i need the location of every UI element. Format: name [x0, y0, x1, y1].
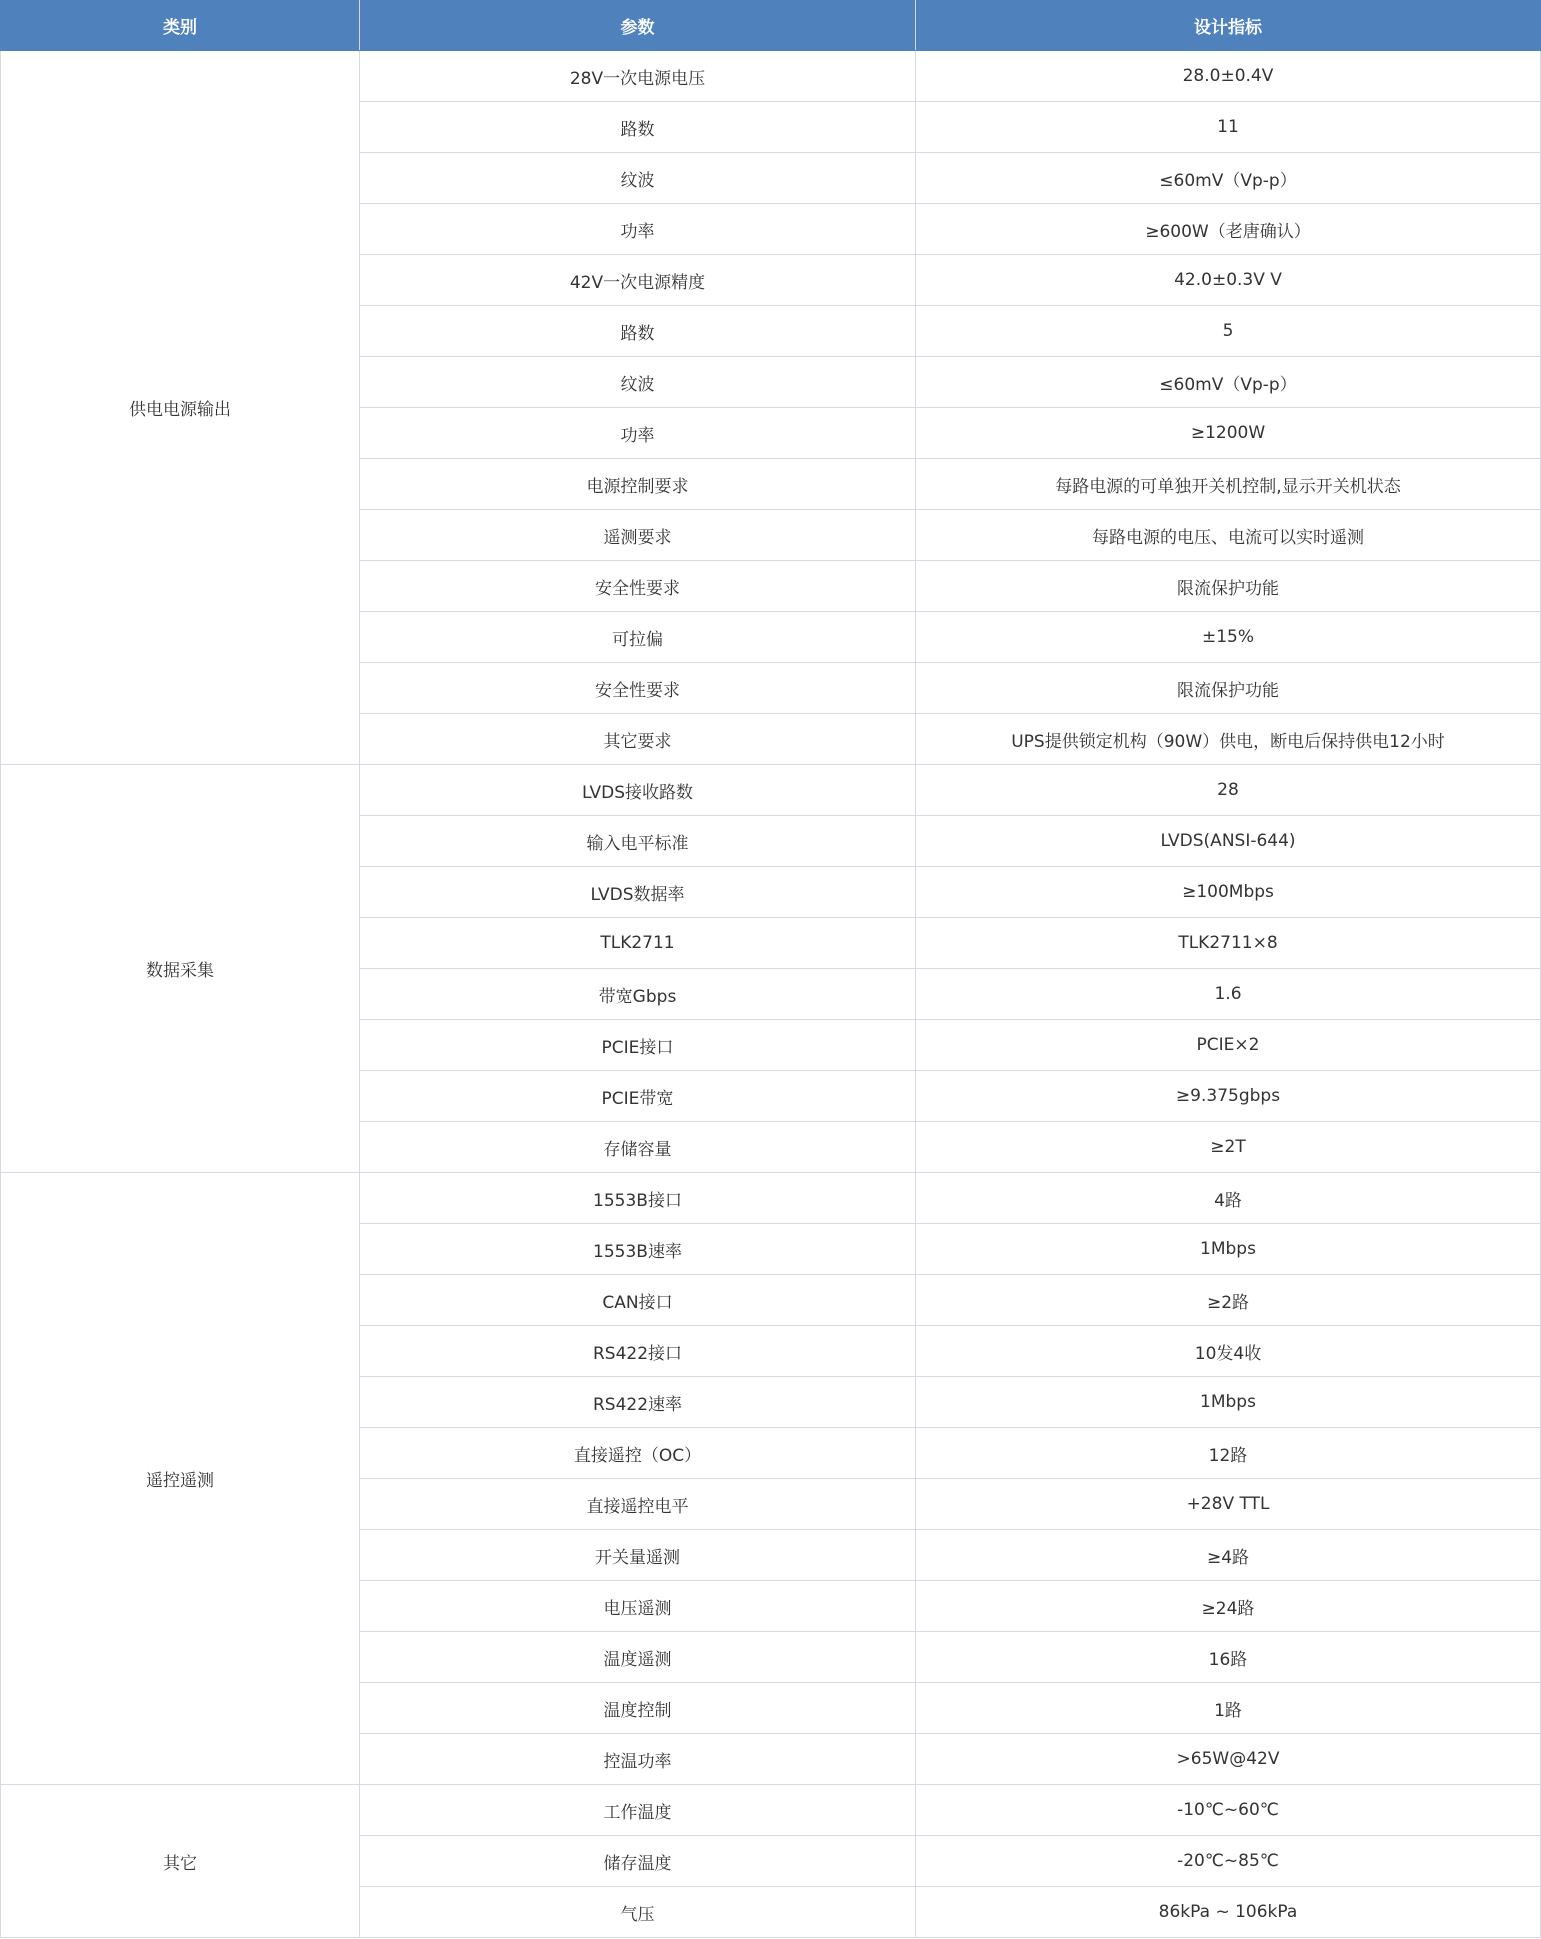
parameter-cell: TLK2711	[360, 918, 916, 969]
parameter-cell: 电压遥测	[360, 1581, 916, 1632]
spec-cell: ≥1200W	[916, 408, 1541, 459]
spec-cell: 1Mbps	[916, 1224, 1541, 1275]
spec-cell: 1路	[916, 1683, 1541, 1734]
parameter-cell: RS422速率	[360, 1377, 916, 1428]
header-category: 类别	[1, 1, 360, 51]
parameter-cell: 可拉偏	[360, 612, 916, 663]
spec-cell: ≤60mV（Vp-p）	[916, 357, 1541, 408]
spec-cell: PCIE×2	[916, 1020, 1541, 1071]
spec-cell: 28	[916, 765, 1541, 816]
spec-cell: 86kPa ~ 106kPa	[916, 1887, 1541, 1938]
parameter-cell: 路数	[360, 102, 916, 153]
parameter-cell: 1553B速率	[360, 1224, 916, 1275]
table-row	[1, 51, 1541, 102]
spec-cell: TLK2711×8	[916, 918, 1541, 969]
spec-cell: ≥2T	[916, 1122, 1541, 1173]
spec-cell: 每路电源的电压、电流可以实时遥测	[916, 510, 1541, 561]
spec-cell: ≥2路	[916, 1275, 1541, 1326]
category-cell: 供电电源输出	[1, 51, 360, 765]
parameter-cell: LVDS数据率	[360, 867, 916, 918]
parameter-cell: 1553B接口	[360, 1173, 916, 1224]
spec-cell: +28V TTL	[916, 1479, 1541, 1530]
parameter-cell: 安全性要求	[360, 561, 916, 612]
header-spec: 设计指标	[916, 1, 1541, 51]
parameter-cell: 功率	[360, 408, 916, 459]
parameter-cell: 其它要求	[360, 714, 916, 765]
parameter-cell: 气压	[360, 1887, 916, 1938]
parameter-cell: 输入电平标准	[360, 816, 916, 867]
parameter-cell: 控温功率	[360, 1734, 916, 1785]
parameter-cell: 温度控制	[360, 1683, 916, 1734]
parameter-cell: LVDS接收路数	[360, 765, 916, 816]
spec-cell: UPS提供锁定机构（90W）供电，断电后保持供电12小时	[916, 714, 1541, 765]
table-row	[1, 1173, 1541, 1224]
parameter-cell: 28V一次电源电压	[360, 51, 916, 102]
parameter-cell: 安全性要求	[360, 663, 916, 714]
spec-cell: ≥100Mbps	[916, 867, 1541, 918]
table-row	[1, 1785, 1541, 1836]
spec-cell: ≥9.375gbps	[916, 1071, 1541, 1122]
spec-cell: -20℃~85℃	[916, 1836, 1541, 1887]
parameter-cell: 温度遥测	[360, 1632, 916, 1683]
parameter-cell: 开关量遥测	[360, 1530, 916, 1581]
spec-cell: 1Mbps	[916, 1377, 1541, 1428]
category-cell: 数据采集	[1, 765, 360, 1173]
spec-cell: >65W@42V	[916, 1734, 1541, 1785]
parameter-cell: 路数	[360, 306, 916, 357]
spec-cell: 4路	[916, 1173, 1541, 1224]
spec-cell: 12路	[916, 1428, 1541, 1479]
spec-cell: ≤60mV（Vp-p）	[916, 153, 1541, 204]
parameter-cell: 存储容量	[360, 1122, 916, 1173]
parameter-cell: 功率	[360, 204, 916, 255]
parameter-cell: 储存温度	[360, 1836, 916, 1887]
header-parameter: 参数	[360, 1, 916, 51]
spec-cell: 42.0±0.3V V	[916, 255, 1541, 306]
parameter-cell: 直接遥控电平	[360, 1479, 916, 1530]
spec-cell: 每路电源的可单独开关机控制,显示开关机状态	[916, 459, 1541, 510]
parameter-cell: 带宽Gbps	[360, 969, 916, 1020]
parameter-cell: 42V一次电源精度	[360, 255, 916, 306]
table-row	[1, 765, 1541, 816]
parameter-cell: 直接遥控（OC）	[360, 1428, 916, 1479]
spec-cell: 11	[916, 102, 1541, 153]
category-cell: 遥控遥测	[1, 1173, 360, 1785]
parameter-cell: 工作温度	[360, 1785, 916, 1836]
header-row	[1, 1, 1541, 51]
spec-cell: LVDS(ANSI-644)	[916, 816, 1541, 867]
spec-cell: ≥4路	[916, 1530, 1541, 1581]
spec-cell: ≥24路	[916, 1581, 1541, 1632]
spec-cell: 10发4收	[916, 1326, 1541, 1377]
spec-cell: 5	[916, 306, 1541, 357]
category-cell: 其它	[1, 1785, 360, 1938]
parameter-cell: CAN接口	[360, 1275, 916, 1326]
parameter-cell: 遥测要求	[360, 510, 916, 561]
spec-cell: -10℃~60℃	[916, 1785, 1541, 1836]
parameter-cell: PCIE接口	[360, 1020, 916, 1071]
spec-cell: ≥600W（老唐确认）	[916, 204, 1541, 255]
spec-cell: 限流保护功能	[916, 663, 1541, 714]
parameter-cell: PCIE带宽	[360, 1071, 916, 1122]
parameter-cell: 纹波	[360, 357, 916, 408]
spec-cell: 1.6	[916, 969, 1541, 1020]
table-body	[1, 51, 1541, 1938]
spec-cell: 28.0±0.4V	[916, 51, 1541, 102]
spec-cell: ±15%	[916, 612, 1541, 663]
parameter-cell: 电源控制要求	[360, 459, 916, 510]
parameter-cell: 纹波	[360, 153, 916, 204]
spec-cell: 16路	[916, 1632, 1541, 1683]
spec-cell: 限流保护功能	[916, 561, 1541, 612]
parameter-cell: RS422接口	[360, 1326, 916, 1377]
